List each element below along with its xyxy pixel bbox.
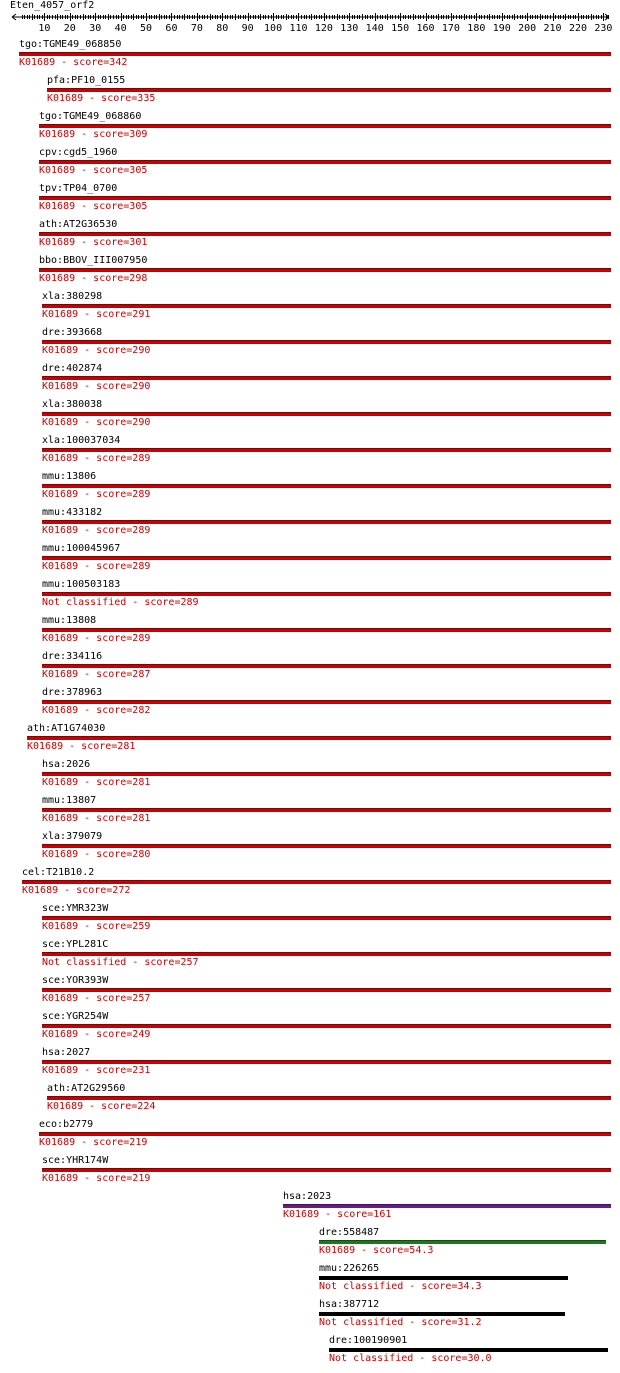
hit-score-label[interactable]: K01689 - score=282 (42, 705, 151, 716)
hit-name[interactable]: mmu:13806 (42, 471, 97, 482)
ruler-tick-label: 180 (467, 23, 486, 34)
hit-alignment-bar[interactable] (42, 484, 611, 488)
hit-score-label[interactable]: K01689 - score=305 (39, 165, 148, 176)
hit-bar-edge (19, 52, 611, 53)
hit-name[interactable]: tgo:TGME49_068860 (39, 111, 142, 122)
hit-bar-edge (39, 160, 611, 161)
hit-name[interactable]: dre:402874 (42, 363, 103, 374)
hit-score-label[interactable]: K01689 - score=259 (42, 921, 151, 932)
hit-name[interactable]: sce:YPL281C (42, 939, 109, 950)
hit-score-label[interactable]: Not classified - score=30.0 (329, 1353, 492, 1364)
hit-alignment-bar[interactable] (47, 88, 611, 92)
hit-name[interactable]: dre:334116 (42, 651, 103, 662)
hit-bar-edge (42, 844, 611, 845)
hit-score-label[interactable]: K01689 - score=290 (42, 381, 151, 392)
hit-alignment-bar[interactable] (42, 1024, 611, 1028)
ruler-tick-label: 190 (492, 23, 511, 34)
hit-bar-edge (329, 1348, 608, 1349)
hit-alignment-bar[interactable] (42, 592, 611, 596)
ruler-tick-label: 210 (543, 23, 562, 34)
hit-name[interactable]: sce:YOR393W (42, 975, 109, 986)
hit-bar-edge (39, 1132, 611, 1133)
ruler-tick-label: 70 (190, 23, 203, 34)
hit-bar-edge (47, 88, 611, 89)
hit-name[interactable]: mmu:13808 (42, 615, 97, 626)
hit-score-label[interactable]: K01689 - score=289 (42, 561, 151, 572)
hit-score-label[interactable]: K01689 - score=249 (42, 1029, 151, 1040)
hit-alignment-bar[interactable] (42, 952, 611, 956)
hit-name[interactable]: cpv:cgd5_1960 (39, 147, 118, 158)
hit-alignment-bar[interactable] (42, 1060, 611, 1064)
hit-name[interactable]: mmu:433182 (42, 507, 103, 518)
hit-alignment-bar[interactable] (39, 1132, 611, 1136)
hit-bar-edge (42, 376, 611, 377)
hit-alignment-bar[interactable] (22, 880, 611, 884)
hit-score-label[interactable]: K01689 - score=224 (47, 1101, 156, 1112)
hit-score-label[interactable]: K01689 - score=219 (39, 1137, 148, 1148)
hit-bar-edge (319, 1276, 568, 1277)
ruler-tick-label: 220 (568, 23, 588, 34)
ruler-tick-label: 40 (114, 23, 127, 34)
hit-score-label[interactable]: K01689 - score=342 (19, 57, 128, 68)
hit-score-label[interactable]: K01689 - score=272 (22, 885, 131, 896)
hit-score-label[interactable]: K01689 - score=231 (42, 1065, 151, 1076)
hit-name[interactable]: ath:AT2G36530 (39, 219, 118, 230)
hit-name[interactable]: mmu:100045967 (42, 543, 121, 554)
hit-name[interactable]: ath:AT2G29560 (47, 1083, 126, 1094)
hit-bar-edge (47, 1096, 611, 1097)
hit-name[interactable]: bbo:BBOV_III007950 (39, 255, 148, 266)
hit-name[interactable]: hsa:2023 (283, 1191, 332, 1202)
hit-alignment-bar[interactable] (42, 772, 611, 776)
hit-alignment-bar[interactable] (42, 628, 611, 632)
hit-name[interactable]: mmu:100503183 (42, 579, 121, 590)
hit-bar-edge (42, 916, 611, 917)
ruler-tick-label: 30 (89, 23, 102, 34)
hit-alignment-bar[interactable] (42, 412, 611, 416)
hit-bar-edge (319, 1312, 565, 1313)
hit-bar-edge (283, 1204, 611, 1205)
hit-score-label[interactable]: K01689 - score=291 (42, 309, 151, 320)
hit-bar-edge (42, 484, 611, 485)
hit-bar-edge (27, 736, 611, 737)
hit-alignment-bar[interactable] (42, 304, 611, 308)
hit-alignment-bar[interactable] (42, 376, 611, 380)
hit-bar-edge (42, 304, 611, 305)
hit-score-label[interactable]: K01689 - score=219 (42, 1173, 151, 1184)
hit-bar-edge (42, 808, 611, 809)
hit-alignment-bar[interactable] (42, 664, 611, 668)
hit-name[interactable]: sce:YMR323W (42, 903, 109, 914)
ruler-tick-label: 110 (289, 23, 308, 34)
ruler-tick-label: 140 (365, 23, 384, 34)
hit-bar-edge (42, 664, 611, 665)
hit-name[interactable]: cel:T21B10.2 (22, 867, 95, 878)
ruler-tick-label: 50 (140, 23, 153, 34)
ruler-tick-label: 170 (441, 23, 460, 34)
hit-name[interactable]: pfa:PF10_0155 (47, 75, 126, 86)
hit-score-label[interactable]: K01689 - score=309 (39, 129, 148, 140)
hit-score-label[interactable]: K01689 - score=290 (42, 345, 151, 356)
hit-name[interactable]: xla:379079 (42, 831, 103, 842)
hit-score-label[interactable]: K01689 - score=301 (39, 237, 148, 248)
hit-alignment-bar[interactable] (39, 232, 611, 236)
hit-bar-edge (42, 556, 611, 557)
hit-bar-edge (42, 988, 611, 989)
hit-score-label[interactable]: K01689 - score=289 (42, 453, 151, 464)
hit-alignment-bar[interactable] (283, 1204, 611, 1208)
hit-bar-edge (42, 1060, 611, 1061)
hit-alignment-bar[interactable] (39, 196, 611, 200)
hit-bar-edge (42, 448, 611, 449)
hit-score-label[interactable]: K01689 - score=257 (42, 993, 151, 1004)
hit-bar-edge (39, 196, 611, 197)
hit-bar-edge (22, 880, 611, 881)
hit-alignment-bar[interactable] (39, 268, 611, 272)
hit-name[interactable]: dre:558487 (319, 1227, 380, 1238)
hit-name[interactable]: hsa:2026 (42, 759, 91, 770)
ruler-tick-label: 230 (594, 23, 613, 34)
hit-score-label[interactable]: K01689 - score=281 (27, 741, 136, 752)
hit-bar-edge (42, 340, 611, 341)
ruler-tick-label: 20 (63, 23, 76, 34)
hit-name[interactable]: dre:378963 (42, 687, 103, 698)
hit-name[interactable]: tpv:TP04_0700 (39, 183, 118, 194)
ruler-tick-label: 120 (314, 23, 333, 34)
hit-name[interactable]: hsa:387712 (319, 1299, 380, 1310)
hit-score-label[interactable]: Not classified - score=289 (42, 597, 199, 608)
hit-alignment-bar[interactable] (27, 736, 611, 740)
hit-name[interactable]: hsa:2027 (42, 1047, 91, 1058)
hit-name[interactable]: sce:YGR254W (42, 1011, 109, 1022)
hit-alignment-bar[interactable] (42, 916, 611, 920)
query-title: Eten_4057_orf2 (10, 0, 95, 11)
ruler-tick-label: 150 (391, 23, 410, 34)
hit-score-label[interactable]: K01689 - score=280 (42, 849, 151, 860)
hit-bar-edge (39, 124, 611, 125)
hit-bar-edge (42, 952, 611, 953)
hit-alignment-bar[interactable] (19, 52, 611, 56)
hit-bar-edge (42, 628, 611, 629)
hit-name[interactable]: xla:100037034 (42, 435, 121, 446)
ruler-tick-label: 100 (264, 23, 283, 34)
ruler-tick-label: 10 (38, 23, 51, 34)
hit-alignment-bar[interactable] (42, 448, 611, 452)
hit-bar-edge (42, 412, 611, 413)
hit-score-label[interactable]: Not classified - score=31.2 (319, 1317, 482, 1328)
hit-score-label[interactable]: K01689 - score=54.3 (319, 1245, 434, 1256)
hit-bar-edge (319, 1240, 606, 1241)
hit-alignment-bar[interactable] (42, 340, 611, 344)
hit-alignment-bar[interactable] (329, 1348, 608, 1352)
hit-bar-edge (42, 592, 611, 593)
hit-bar-edge (39, 268, 611, 269)
ruler-tick-label: 90 (241, 23, 254, 34)
hit-name[interactable]: eco:b2779 (39, 1119, 94, 1130)
hit-alignment-bar[interactable] (319, 1312, 565, 1316)
hit-score-label[interactable]: K01689 - score=281 (42, 777, 151, 788)
hit-name[interactable]: dre:393668 (42, 327, 103, 338)
hit-alignment-bar[interactable] (319, 1240, 606, 1244)
hit-alignment-bar[interactable] (42, 808, 611, 812)
hit-score-label[interactable]: K01689 - score=287 (42, 669, 151, 680)
hit-bar-edge (42, 1168, 611, 1169)
hit-score-label[interactable]: K01689 - score=281 (42, 813, 151, 824)
hit-alignment-bar[interactable] (42, 700, 611, 704)
hit-score-label[interactable]: K01689 - score=289 (42, 489, 151, 500)
ruler-tick-label: 200 (518, 23, 537, 34)
hit-alignment-bar[interactable] (42, 556, 611, 560)
hit-alignment-bar[interactable] (47, 1096, 611, 1100)
hit-score-label[interactable]: Not classified - score=257 (42, 957, 199, 968)
hit-score-label[interactable]: Not classified - score=34.3 (319, 1281, 482, 1292)
hit-bar-edge (42, 1024, 611, 1025)
hit-name[interactable]: ath:AT1G74030 (27, 723, 106, 734)
ruler-tick-label: 80 (216, 23, 229, 34)
hit-score-label[interactable]: K01689 - score=289 (42, 633, 151, 644)
hit-alignment-bar[interactable] (42, 520, 611, 524)
hit-score-label[interactable]: K01689 - score=161 (283, 1209, 392, 1220)
hit-bar-edge (42, 700, 611, 701)
hit-bar-edge (42, 520, 611, 521)
hit-name[interactable]: mmu:13807 (42, 795, 97, 806)
ruler-tick-label: 60 (165, 23, 178, 34)
hit-alignment-bar[interactable] (39, 124, 611, 128)
ruler-tick-label: 160 (416, 23, 435, 34)
ruler-tick-label: 130 (340, 23, 359, 34)
hit-name[interactable]: dre:100190901 (329, 1335, 408, 1346)
hit-score-label[interactable]: K01689 - score=290 (42, 417, 151, 428)
hit-bar-edge (39, 232, 611, 233)
hit-score-label[interactable]: K01689 - score=298 (39, 273, 148, 284)
hit-name[interactable]: mmu:226265 (319, 1263, 380, 1274)
hit-name[interactable]: tgo:TGME49_068850 (19, 39, 122, 50)
hit-alignment-bar[interactable] (39, 160, 611, 164)
hit-alignment-bar[interactable] (42, 988, 611, 992)
position-ruler (0, 0, 620, 40)
hit-alignment-bar[interactable] (42, 844, 611, 848)
hit-name[interactable]: sce:YHR174W (42, 1155, 109, 1166)
hit-bar-edge (42, 772, 611, 773)
hit-name[interactable]: xla:380298 (42, 291, 103, 302)
hit-score-label[interactable]: K01689 - score=305 (39, 201, 148, 212)
hit-alignment-bar[interactable] (42, 1168, 611, 1172)
hit-name[interactable]: xla:380038 (42, 399, 103, 410)
hit-score-label[interactable]: K01689 - score=335 (47, 93, 156, 104)
hit-score-label[interactable]: K01689 - score=289 (42, 525, 151, 536)
hit-alignment-bar[interactable] (319, 1276, 568, 1280)
